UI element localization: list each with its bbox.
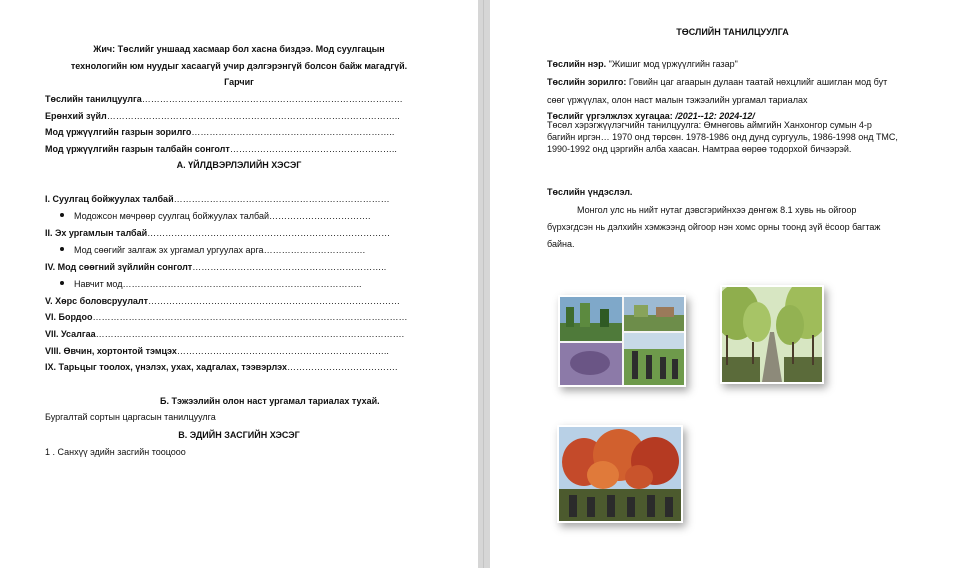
basis-paragraph-line2: бүрхэгдсэн нь дэлхийн хэмжээнд ойгоор нэн хомс орны тоонд зүй ёсоор багтаж [547,222,881,232]
toc-entry[interactable]: VI. Бордоо…………………………………………………………………………………………… [45,312,408,322]
section-v-heading: В. ЭДИЙН ЗАСГИЙН ХЭСЭГ [178,430,300,440]
intro-note-line2: технологийн юм нуудыг хасаагүй учир дэлгэрэнгүй болсон байж магадгүй. [70,61,408,71]
toc-entry[interactable]: IX. Тарьцыг тоолох, үнэлэх, ухах, хадгалах, тээвэрлэх………………………………. [45,362,398,372]
photo-collage-icon [560,297,684,385]
intro-note-line1: Жич: Төслийг уншаад хасмаар бол хасна биздээ. Мод суулгацын [93,44,385,54]
photo-trees-icon [722,287,822,382]
toc-subentry[interactable]: Модожсон мөчрөөр суулгац бойжуулах талбай……………………………. [60,210,371,222]
toc-entry[interactable]: II. Эх ургамлын талбай……………………………………………………………………… [45,228,391,238]
page-gutter [478,0,490,568]
implementer-bio-line2: багийн иргэн… 1970 онд төрсөн. 1978-1986 онд дунд сургууль, 1986-1998 онд ТМС, [547,132,898,142]
section-b-heading: Б. Тэжээлийн олон наст ургамал тариалах тухай. [160,396,380,406]
section-b-item: Бургалтай сортын царгасын танилцуулга [45,412,216,422]
contents-title: Гарчиг [224,77,254,87]
page-title: ТӨСЛИЙН ТАНИЛЦУУЛГА [676,27,789,37]
toc-entry[interactable]: I. Суулгац бойжуулах талбай……………………………………………………………… [45,194,390,204]
toc-entry[interactable]: Ерөнхий зүйл…………………………………………………………………………………….. [45,111,400,121]
bullet-icon [60,247,64,251]
bullet-icon [60,281,64,285]
basis-paragraph-line3: байна. [547,239,575,249]
basis-heading: Төслийн үндэслэл. [547,187,633,197]
tree-alley-photo[interactable] [720,285,824,384]
toc-subentry[interactable]: Навчит мод…………………………………………………………………….. [60,278,361,290]
bullet-icon [60,213,64,217]
nursery-collage-photo[interactable] [558,295,686,387]
implementer-bio-line3: 1990-1992 онд цэргийн алба хаасан. Намтраа өөрөө тодорхой бичээрэй. [547,144,852,154]
toc-entry[interactable]: VII. Усалгаа…………………………………………………………………………………………. [45,329,405,339]
section-a-heading: А. ҮЙЛДВЭРЛЭЛИЙН ХЭСЭГ [176,160,302,170]
document-page-right [490,0,975,568]
basis-paragraph-line1: Монгол улс нь нийт нутаг дэвсгэрийнхээ дөнгөж 8.1 хувь нь ойгоор [577,205,857,215]
photo-autumn-trees-icon [559,427,681,521]
project-goal-line1: Төслийн зорилго: Говийн цаг агаарын дулаан таатай нөхцлийг ашиглан мод бут [547,77,888,87]
document-page-left [0,0,478,568]
section-v-item: 1 . Санхүү эдийн засгийн тооцооо [45,447,186,457]
project-name-line: Төслийн нэр. "Жишиг мод үржүүлгийн газар" [547,59,738,69]
implementer-bio-line1: Төсөл хэрэгжүүлэгчийн танилцуулга: Өмнөговь аймгийн Ханхонгор сумын 4-р [547,120,872,130]
toc-subentry[interactable]: Мод сөөгийг залгаж эх ургамал ургуулах арга……………………………. [60,244,365,256]
project-duration-line: Төслийг үргэлжлэх хугацаа: /2021--12: 2024-12/ [547,111,755,121]
red-trees-photo[interactable] [557,425,683,523]
toc-entry[interactable]: Мод үржүүлгийн газрын талбайн сонголт……………………………………………….. [45,144,397,154]
toc-entry[interactable]: IV. Мод сөөгний зүйлийн сонголт……………………………………………………….. [45,262,387,272]
project-goal-line2: сөөг үржүүлах, олон наст малын тэжээлийн ургамал тариалах [547,95,808,105]
toc-entry[interactable]: Төслийн танилцуулга…………………………………………………………………………… [45,94,403,104]
toc-entry[interactable]: V. Хөрс боловсруулалт………………………………………………………………………… [45,296,401,306]
toc-entry[interactable]: VIII. Өвчин, хортонтой тэмцэх…………………………………………………………….. [45,346,389,356]
toc-entry[interactable]: Мод үржүүлгийн газрын зорилго………………………………………………………….. [45,127,395,137]
